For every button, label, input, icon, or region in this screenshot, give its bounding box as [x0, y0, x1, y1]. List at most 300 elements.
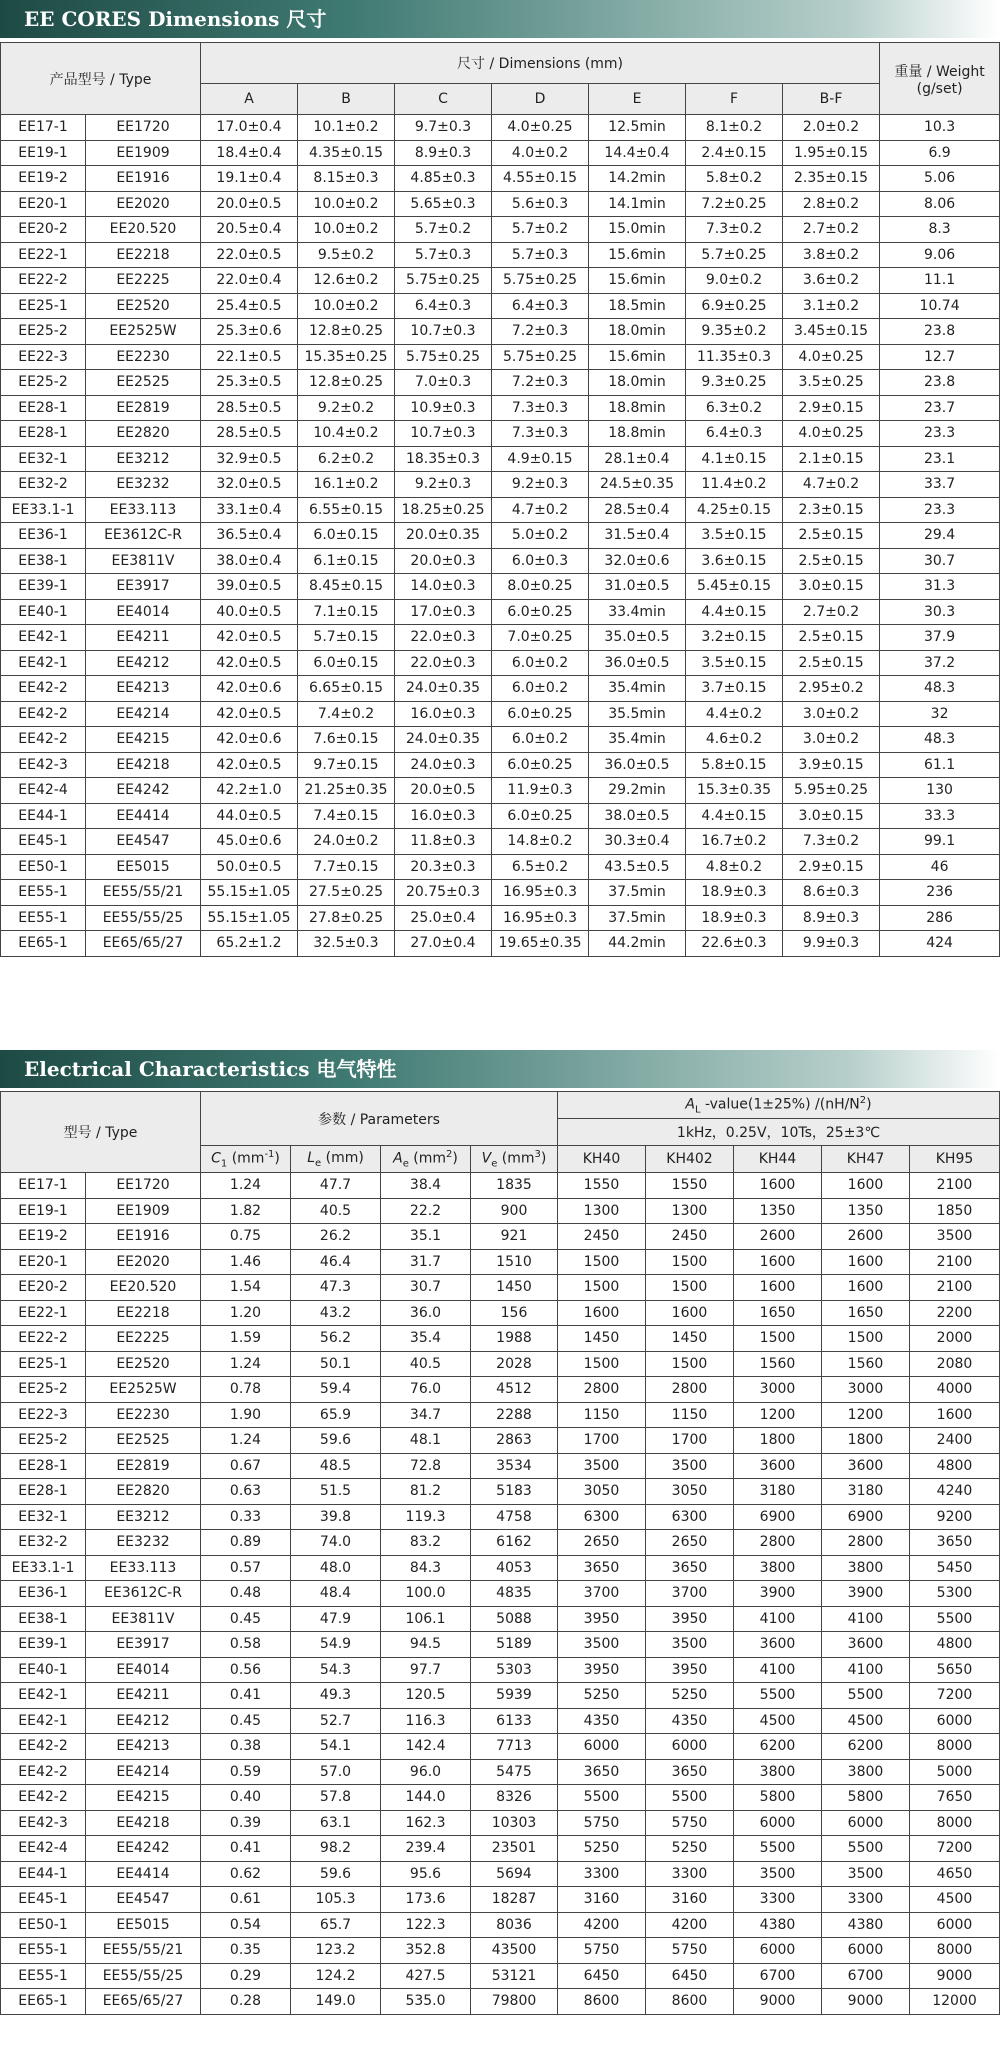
- type-cell: EE20.520: [86, 1275, 201, 1301]
- table-row: [1, 803, 1000, 829]
- value-cell: 18.5min: [589, 293, 686, 319]
- value-cell: 8000: [910, 1810, 1000, 1836]
- value-cell: 1350: [822, 1198, 910, 1224]
- c1-header: [201, 1146, 291, 1173]
- value-cell: 44.0±0.5: [201, 803, 298, 829]
- value-cell: 8.15±0.3: [298, 166, 395, 192]
- value-cell: 6900: [734, 1504, 822, 1530]
- value-cell: 5475: [471, 1759, 558, 1785]
- value-cell: 14.0±0.3: [395, 574, 492, 600]
- type-cell: EE2819: [86, 1453, 201, 1479]
- value-cell: 1600: [822, 1173, 910, 1199]
- ve-header: [471, 1146, 558, 1173]
- part-code-cell: EE50-1: [1, 1912, 86, 1938]
- value-cell: 0.58: [201, 1632, 291, 1658]
- value-cell: 27.0±0.4: [395, 931, 492, 957]
- table-row: [1, 472, 1000, 498]
- value-cell: 6450: [646, 1963, 734, 1989]
- value-cell: 120.5: [381, 1683, 471, 1709]
- value-cell: 6.0±0.2: [492, 676, 589, 702]
- value-cell: 11.1: [880, 268, 1000, 294]
- value-cell: 5250: [558, 1683, 646, 1709]
- value-cell: 5939: [471, 1683, 558, 1709]
- table-row: [1, 1428, 1000, 1454]
- part-code-cell: EE42-2: [1, 701, 86, 727]
- value-cell: 5.75±0.25: [395, 268, 492, 294]
- type-cell: EE1909: [86, 1198, 201, 1224]
- value-cell: 11.8±0.3: [395, 829, 492, 855]
- part-code-cell: EE42-2: [1, 1734, 86, 1760]
- value-cell: 0.40: [201, 1785, 291, 1811]
- table-row: [1, 1198, 1000, 1224]
- value-cell: 124.2: [291, 1963, 381, 1989]
- value-cell: 0.54: [201, 1912, 291, 1938]
- value-cell: 7200: [910, 1836, 1000, 1862]
- value-cell: 74.0: [291, 1530, 381, 1556]
- value-cell: 18.0min: [589, 319, 686, 345]
- value-cell: 4.7±0.2: [492, 497, 589, 523]
- value-cell: 10303: [471, 1810, 558, 1836]
- value-cell: 8036: [471, 1912, 558, 1938]
- value-cell: 2800: [734, 1530, 822, 1556]
- part-code-cell: EE50-1: [1, 854, 86, 880]
- type-cell: EE3917: [86, 1632, 201, 1658]
- value-cell: 5800: [734, 1785, 822, 1811]
- value-cell: 3950: [646, 1657, 734, 1683]
- value-cell: 4100: [734, 1606, 822, 1632]
- value-cell: 6000: [822, 1938, 910, 1964]
- type-cell: EE4215: [86, 1785, 201, 1811]
- value-cell: 35.4: [381, 1326, 471, 1352]
- parameters-header: 参数 / Parameters: [201, 1092, 558, 1146]
- value-cell: 0.61: [201, 1887, 291, 1913]
- value-cell: 3950: [558, 1657, 646, 1683]
- value-cell: 0.89: [201, 1530, 291, 1556]
- value-cell: 105.3: [291, 1887, 381, 1913]
- part-code-cell: EE42-1: [1, 625, 86, 651]
- ae-header: [381, 1146, 471, 1173]
- value-cell: 1450: [558, 1326, 646, 1352]
- value-cell: 2.7±0.2: [783, 599, 880, 625]
- table-row: [1, 1275, 1000, 1301]
- value-cell: 142.4: [381, 1734, 471, 1760]
- table-row: [1, 1657, 1000, 1683]
- value-cell: 34.7: [381, 1402, 471, 1428]
- type-cell: EE2520: [86, 1351, 201, 1377]
- value-cell: 6.4±0.3: [395, 293, 492, 319]
- value-cell: 6.0±0.2: [492, 727, 589, 753]
- type-cell: EE55/55/25: [86, 1963, 201, 1989]
- type-cell: EE2520: [86, 293, 201, 319]
- al-unit: -value(1±25%) /(nH/N: [700, 1096, 860, 1113]
- value-cell: 5.45±0.15: [686, 574, 783, 600]
- table-row: [1, 1555, 1000, 1581]
- value-cell: 3.0±0.2: [783, 727, 880, 753]
- table-row: [1, 1224, 1000, 1250]
- value-cell: 15.6min: [589, 268, 686, 294]
- type-cell: EE3212: [86, 1504, 201, 1530]
- value-cell: 49.3: [291, 1683, 381, 1709]
- value-cell: 9200: [910, 1504, 1000, 1530]
- value-cell: 3000: [734, 1377, 822, 1403]
- value-cell: 12.5min: [589, 115, 686, 141]
- value-cell: 239.4: [381, 1836, 471, 1862]
- value-cell: 2800: [822, 1530, 910, 1556]
- value-cell: 3300: [646, 1861, 734, 1887]
- value-cell: 119.3: [381, 1504, 471, 1530]
- material-header: KH44: [734, 1146, 822, 1173]
- value-cell: 31.7: [381, 1249, 471, 1275]
- ae-sub: e: [402, 1158, 409, 1170]
- type-cell: EE4242: [86, 1836, 201, 1862]
- value-cell: 5.7±0.15: [298, 625, 395, 651]
- value-cell: 4200: [646, 1912, 734, 1938]
- value-cell: 18.9±0.3: [686, 905, 783, 931]
- value-cell: 6.3±0.2: [686, 395, 783, 421]
- value-cell: 99.1: [880, 829, 1000, 855]
- value-cell: 7.4±0.2: [298, 701, 395, 727]
- value-cell: 24.5±0.35: [589, 472, 686, 498]
- value-cell: 12.8±0.25: [298, 319, 395, 345]
- table-row: [1, 727, 1000, 753]
- table-row: [1, 523, 1000, 549]
- value-cell: 2.95±0.2: [783, 676, 880, 702]
- value-cell: 2200: [910, 1300, 1000, 1326]
- value-cell: 2000: [910, 1326, 1000, 1352]
- value-cell: 59.6: [291, 1861, 381, 1887]
- value-cell: 5750: [646, 1938, 734, 1964]
- value-cell: 2800: [558, 1377, 646, 1403]
- part-code-cell: EE22-1: [1, 1300, 86, 1326]
- table-row: [1, 1938, 1000, 1964]
- value-cell: 7.2±0.3: [492, 370, 589, 396]
- value-cell: 63.1: [291, 1810, 381, 1836]
- value-cell: 4350: [646, 1708, 734, 1734]
- value-cell: 57.0: [291, 1759, 381, 1785]
- le-unit: (mm): [321, 1149, 364, 1166]
- value-cell: 6.0±0.2: [492, 650, 589, 676]
- value-cell: 18.0min: [589, 370, 686, 396]
- value-cell: 43.5±0.5: [589, 854, 686, 880]
- table-row: [1, 1963, 1000, 1989]
- value-cell: 5000: [910, 1759, 1000, 1785]
- value-cell: 20.3±0.3: [395, 854, 492, 880]
- dimension-column-header: C: [395, 84, 492, 115]
- type-cell: EE4547: [86, 829, 201, 855]
- table-row: [1, 880, 1000, 906]
- value-cell: 35.1: [381, 1224, 471, 1250]
- ae-symbol: A: [393, 1150, 403, 1167]
- type-cell: EE4214: [86, 1759, 201, 1785]
- part-code-cell: EE42-1: [1, 1683, 86, 1709]
- value-cell: 3.0±0.15: [783, 574, 880, 600]
- value-cell: 5650: [910, 1657, 1000, 1683]
- value-cell: 6.5±0.2: [492, 854, 589, 880]
- value-cell: 47.7: [291, 1173, 381, 1199]
- type-cell: EE3612C-R: [86, 1581, 201, 1607]
- type-cell: EE1916: [86, 166, 201, 192]
- value-cell: 4.7±0.2: [783, 472, 880, 498]
- type-cell: EE3917: [86, 574, 201, 600]
- value-cell: 6.0±0.25: [492, 803, 589, 829]
- value-cell: 7.3±0.3: [492, 421, 589, 447]
- value-cell: 9.06: [880, 242, 1000, 268]
- part-code-cell: EE42-1: [1, 1708, 86, 1734]
- value-cell: 1.95±0.15: [783, 140, 880, 166]
- value-cell: 4380: [734, 1912, 822, 1938]
- value-cell: 5.7±0.3: [492, 242, 589, 268]
- value-cell: 8000: [910, 1734, 1000, 1760]
- value-cell: 6.0±0.25: [492, 701, 589, 727]
- part-code-cell: EE44-1: [1, 803, 86, 829]
- electrical-section-title: Electrical Characteristics 电气特性: [0, 1050, 1000, 1088]
- value-cell: 6700: [734, 1963, 822, 1989]
- value-cell: 36.0±0.5: [589, 752, 686, 778]
- value-cell: 8326: [471, 1785, 558, 1811]
- part-code-cell: EE42-4: [1, 1836, 86, 1862]
- value-cell: 921: [471, 1224, 558, 1250]
- value-cell: 4000: [910, 1377, 1000, 1403]
- table-row: [1, 217, 1000, 243]
- value-cell: 79800: [471, 1989, 558, 2015]
- value-cell: 6162: [471, 1530, 558, 1556]
- value-cell: 35.5min: [589, 701, 686, 727]
- value-cell: 14.8±0.2: [492, 829, 589, 855]
- value-cell: 5.95±0.25: [783, 778, 880, 804]
- value-cell: 3.0±0.2: [783, 701, 880, 727]
- value-cell: 28.5±0.5: [201, 395, 298, 421]
- type-cell: EE4242: [86, 778, 201, 804]
- value-cell: 8.1±0.2: [686, 115, 783, 141]
- value-cell: 6.0±0.15: [298, 523, 395, 549]
- value-cell: 30.3: [880, 599, 1000, 625]
- value-cell: 2450: [558, 1224, 646, 1250]
- weight-header: [880, 43, 1000, 115]
- value-cell: 48.1: [381, 1428, 471, 1454]
- value-cell: 6.0±0.15: [298, 650, 395, 676]
- dimension-column-header: F: [686, 84, 783, 115]
- value-cell: 84.3: [381, 1555, 471, 1581]
- value-cell: 900: [471, 1198, 558, 1224]
- value-cell: 2.4±0.15: [686, 140, 783, 166]
- value-cell: 28.5±0.4: [589, 497, 686, 523]
- value-cell: 10.7±0.3: [395, 421, 492, 447]
- value-cell: 5500: [734, 1683, 822, 1709]
- part-code-cell: EE42-3: [1, 1810, 86, 1836]
- value-cell: 8.9±0.3: [395, 140, 492, 166]
- value-cell: 1800: [822, 1428, 910, 1454]
- material-header: KH40: [558, 1146, 646, 1173]
- type-cell: EE65/65/27: [86, 1989, 201, 2015]
- value-cell: 3050: [646, 1479, 734, 1505]
- value-cell: 8000: [910, 1938, 1000, 1964]
- table-row: [1, 1377, 1000, 1403]
- value-cell: 23.7: [880, 395, 1000, 421]
- value-cell: 2450: [646, 1224, 734, 1250]
- value-cell: 40.5: [291, 1198, 381, 1224]
- dimension-column-header: B-F: [783, 84, 880, 115]
- value-cell: 3950: [558, 1606, 646, 1632]
- value-cell: 130: [880, 778, 1000, 804]
- type-cell: EE2230: [86, 344, 201, 370]
- value-cell: 47.9: [291, 1606, 381, 1632]
- type-cell: EE2820: [86, 421, 201, 447]
- value-cell: 3800: [734, 1555, 822, 1581]
- value-cell: 4500: [734, 1708, 822, 1734]
- value-cell: 5450: [910, 1555, 1000, 1581]
- part-code-cell: EE19-2: [1, 1224, 86, 1250]
- value-cell: 6.0±0.25: [492, 599, 589, 625]
- table-row: [1, 370, 1000, 396]
- value-cell: 5.75±0.25: [492, 344, 589, 370]
- value-cell: 1450: [471, 1275, 558, 1301]
- material-header: KH47: [822, 1146, 910, 1173]
- value-cell: 32: [880, 701, 1000, 727]
- type-cell: EE2218: [86, 1300, 201, 1326]
- value-cell: 1560: [734, 1351, 822, 1377]
- value-cell: 9.0±0.2: [686, 268, 783, 294]
- table-row: [1, 344, 1000, 370]
- type-cell: EE1720: [86, 1173, 201, 1199]
- value-cell: 23.3: [880, 497, 1000, 523]
- part-code-cell: EE44-1: [1, 1861, 86, 1887]
- value-cell: 23.1: [880, 446, 1000, 472]
- type-cell: EE2020: [86, 191, 201, 217]
- value-cell: 6133: [471, 1708, 558, 1734]
- value-cell: 1700: [646, 1428, 734, 1454]
- value-cell: 5183: [471, 1479, 558, 1505]
- type-cell: EE4218: [86, 752, 201, 778]
- ve-unit: (mm: [497, 1150, 535, 1167]
- value-cell: 23.3: [880, 421, 1000, 447]
- value-cell: 1650: [734, 1300, 822, 1326]
- value-cell: 1.54: [201, 1275, 291, 1301]
- table-row: [1, 497, 1000, 523]
- type-cell: EE3811V: [86, 1606, 201, 1632]
- value-cell: 5500: [558, 1785, 646, 1811]
- type-cell: EE3811V: [86, 548, 201, 574]
- value-cell: 1600: [558, 1300, 646, 1326]
- value-cell: 42.0±0.5: [201, 701, 298, 727]
- value-cell: 5300: [910, 1581, 1000, 1607]
- value-cell: 9.2±0.3: [492, 472, 589, 498]
- table-row: [1, 1173, 1000, 1199]
- value-cell: 9.3±0.25: [686, 370, 783, 396]
- part-code-cell: EE42-4: [1, 778, 86, 804]
- value-cell: 31.5±0.4: [589, 523, 686, 549]
- le-header: [291, 1146, 381, 1173]
- table-row: [1, 1300, 1000, 1326]
- value-cell: 18287: [471, 1887, 558, 1913]
- value-cell: 38.0±0.5: [589, 803, 686, 829]
- table-row: [1, 1249, 1000, 1275]
- c1-symbol: C: [211, 1150, 221, 1167]
- value-cell: 2600: [734, 1224, 822, 1250]
- value-cell: 1.59: [201, 1326, 291, 1352]
- value-cell: 1600: [734, 1249, 822, 1275]
- value-cell: 42.0±0.6: [201, 676, 298, 702]
- value-cell: 22.1±0.5: [201, 344, 298, 370]
- type-cell: EE4014: [86, 1657, 201, 1683]
- value-cell: 7.2±0.25: [686, 191, 783, 217]
- value-cell: 5750: [558, 1938, 646, 1964]
- table-row: [1, 1402, 1000, 1428]
- value-cell: 55.15±1.05: [201, 880, 298, 906]
- value-cell: 0.45: [201, 1708, 291, 1734]
- part-code-cell: EE55-1: [1, 1963, 86, 1989]
- value-cell: 48.4: [291, 1581, 381, 1607]
- value-cell: 1850: [910, 1198, 1000, 1224]
- type-cell: EE2525W: [86, 319, 201, 345]
- value-cell: 22.0±0.4: [201, 268, 298, 294]
- table-row: [1, 1810, 1000, 1836]
- value-cell: 3000: [822, 1377, 910, 1403]
- value-cell: 9.7±0.3: [395, 115, 492, 141]
- value-cell: 3650: [910, 1530, 1000, 1556]
- part-code-cell: EE32-1: [1, 1504, 86, 1530]
- value-cell: 3.45±0.15: [783, 319, 880, 345]
- value-cell: 47.3: [291, 1275, 381, 1301]
- part-code-cell: EE25-2: [1, 319, 86, 345]
- value-cell: 3500: [558, 1453, 646, 1479]
- value-cell: 3180: [734, 1479, 822, 1505]
- value-cell: 1550: [558, 1173, 646, 1199]
- value-cell: 2800: [646, 1377, 734, 1403]
- value-cell: 40.0±0.5: [201, 599, 298, 625]
- value-cell: 22.6±0.3: [686, 931, 783, 957]
- value-cell: 10.3: [880, 115, 1000, 141]
- value-cell: 37.2: [880, 650, 1000, 676]
- value-cell: 2650: [558, 1530, 646, 1556]
- value-cell: 4.9±0.15: [492, 446, 589, 472]
- value-cell: 3800: [822, 1759, 910, 1785]
- table-row: [1, 166, 1000, 192]
- value-cell: 3900: [822, 1581, 910, 1607]
- value-cell: 1.82: [201, 1198, 291, 1224]
- value-cell: 122.3: [381, 1912, 471, 1938]
- value-cell: 16.7±0.2: [686, 829, 783, 855]
- value-cell: 9000: [822, 1989, 910, 2015]
- part-code-cell: EE32-2: [1, 1530, 86, 1556]
- value-cell: 14.2min: [589, 166, 686, 192]
- part-code-cell: EE28-1: [1, 1479, 86, 1505]
- type-cell: EE4212: [86, 1708, 201, 1734]
- value-cell: 30.7: [880, 548, 1000, 574]
- table-row: [1, 1683, 1000, 1709]
- part-code-cell: EE40-1: [1, 599, 86, 625]
- value-cell: 0.48: [201, 1581, 291, 1607]
- type-cell: EE33.113: [86, 497, 201, 523]
- value-cell: 6000: [558, 1734, 646, 1760]
- value-cell: 3.5±0.15: [686, 650, 783, 676]
- value-cell: 1500: [646, 1351, 734, 1377]
- value-cell: 2100: [910, 1275, 1000, 1301]
- value-cell: 4.25±0.15: [686, 497, 783, 523]
- value-cell: 7200: [910, 1683, 1000, 1709]
- value-cell: 16.95±0.3: [492, 905, 589, 931]
- value-cell: 54.9: [291, 1632, 381, 1658]
- value-cell: 1500: [822, 1326, 910, 1352]
- value-cell: 3600: [734, 1632, 822, 1658]
- value-cell: 65.9: [291, 1402, 381, 1428]
- type-cell: EE2225: [86, 1326, 201, 1352]
- value-cell: 3.8±0.2: [783, 242, 880, 268]
- value-cell: 3.9±0.15: [783, 752, 880, 778]
- value-cell: 4350: [558, 1708, 646, 1734]
- value-cell: 15.0min: [589, 217, 686, 243]
- value-cell: 5.8±0.15: [686, 752, 783, 778]
- value-cell: 5500: [910, 1606, 1000, 1632]
